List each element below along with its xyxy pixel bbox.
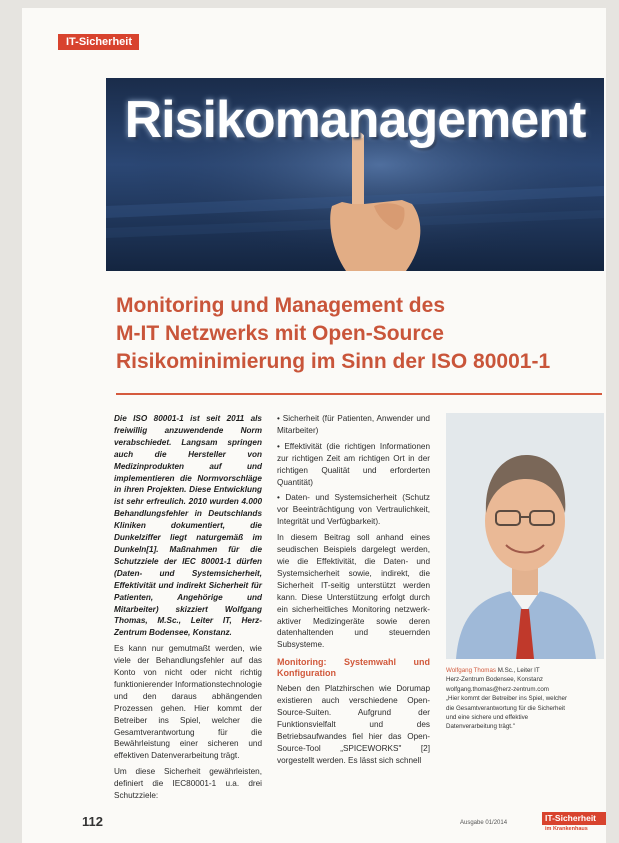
bullet-item: • Daten- und Systemsicherheit (Schutz vor Beeinträchtigung von Vertraulichkeit, Integrität und Verfügbarkeit).	[277, 493, 430, 527]
caption-line: Datenverarbeitung trägt."	[446, 723, 515, 731]
logo-title: IT-Sicherheit	[542, 812, 606, 825]
logo-subtitle: im Krankenhaus	[545, 826, 588, 832]
caption-line: und eine sichere und effektive	[446, 714, 529, 722]
caption-line: die Gesamtverantwortung für die Sicherheit	[446, 704, 565, 712]
caption-title: M.Sc., Leiter IT	[496, 667, 540, 674]
hero-title: Risikomanagement	[124, 91, 586, 149]
article-paragraph: Es kann nur gemutmaßt werden, wie viele der Behandlungsfehler auf das Konto von nicht oder nicht richtig funktionierender Informationstechnologie und den daraus abhängenden Prozessen gehen. Hier kommt der Betreiber ins Spiel, welcher die Gesamtverantwortung für die Bewährleistung einer sicheren und effektiven Datenverarbeitung trägt.	[114, 644, 262, 761]
caption-line: Herz-Zentrum Bodensee, Konstanz	[446, 676, 543, 684]
article-subheading: Monitoring: Systemwahl und Konfiguration	[277, 657, 430, 679]
magazine-page	[22, 8, 606, 843]
caption-name: Wolfgang Thomas	[446, 667, 496, 674]
article-paragraph: Um diese Sicherheit gewährleisten, definiert die IEC80001-1 u.a. drei Schutzziele:	[114, 767, 262, 801]
article-paragraph: Neben den Platzhirschen wie Dorumap existieren auch verschiedene Open-Source-Suiten. Aufgrund der Funktionsvielfalt und des Betriebsaufwandes fiel hier das Open-Source-Tool „SPICEWORKS" [2] vorgestellt werden. Es lässt sich schnell	[277, 684, 430, 765]
caption-line: wolfgang.thomas@herz-zentrum.com	[446, 685, 549, 693]
caption-line: „Hier kommt der Betreiber ins Spiel, welcher	[446, 695, 568, 703]
headline-line-2: M-IT Netzwerks mit Open-Source	[116, 322, 444, 345]
magazine-logo	[542, 812, 606, 833]
portrait-illustration	[446, 413, 604, 659]
headline-line-1: Monitoring und Management des	[116, 294, 445, 317]
author-portrait	[446, 413, 604, 659]
issue-label: Ausgabe 01/2014	[460, 820, 508, 826]
hero-banner	[106, 78, 604, 271]
portrait-caption	[446, 666, 606, 732]
section-tag: IT-Sicherheit	[58, 34, 139, 50]
bullet-item: • Effektivität (die richtigen Informationen zur richtigen Zeit am richtigen Ort in der richtigen Qualität und erforderten Quantität)	[277, 441, 430, 487]
article-headline	[116, 292, 606, 376]
article-column-1	[114, 413, 262, 806]
article-lead: Die ISO 80001-1 ist seit 2011 als freiwillig anzuwendende Norm verabschiedet. Langsam springen auch die Hersteller von Medizinprodukten auf und implementieren die Normvorschläge in ihren Projekten. Diese Entwicklung ist sehr erfreulich. 2010 wurden 4.000 Behandlungsfehler in Deutschlands Kliniken dokumentiert, die Dunkelziffer liegt naturgemäß im Dunkeln[1]. Maßnahmen für die Schutzziele der IEC 80001-1 dürfen (Daten- und Systemsicherheit, Effektivität und indirekt Sicherheit für Patienten, Angehörige und Mitarbeiter) skizziert Wolfgang Thomas, M.Sc., Leiter IT, Herz-Zentrum Bodensee, Konstanz.	[114, 414, 262, 638]
article-paragraph: In diesem Beitrag soll anhand eines seudischen Beispiels dargelegt werden, wie die Effektivität, die Daten- und Systemsicherheit sowie, indirekt, die Sicherheit IT-seitig unterstützt werden kann. Diese Unterstützung erfolgt durch ein sicherheitliches Monitoring netzwerk-aktiver Medizingeräte sowie deren datenhaltenden und steuernden Subsysteme.	[277, 533, 430, 650]
page-number: 112	[82, 814, 103, 829]
article-column-2	[277, 413, 430, 771]
bullet-item: • Sicherheit (für Patienten, Anwender und Mitarbeiter)	[277, 414, 430, 435]
headline-divider	[116, 393, 602, 395]
headline-line-3: Risikominimierung im Sinn der ISO 80001-1	[116, 350, 551, 373]
